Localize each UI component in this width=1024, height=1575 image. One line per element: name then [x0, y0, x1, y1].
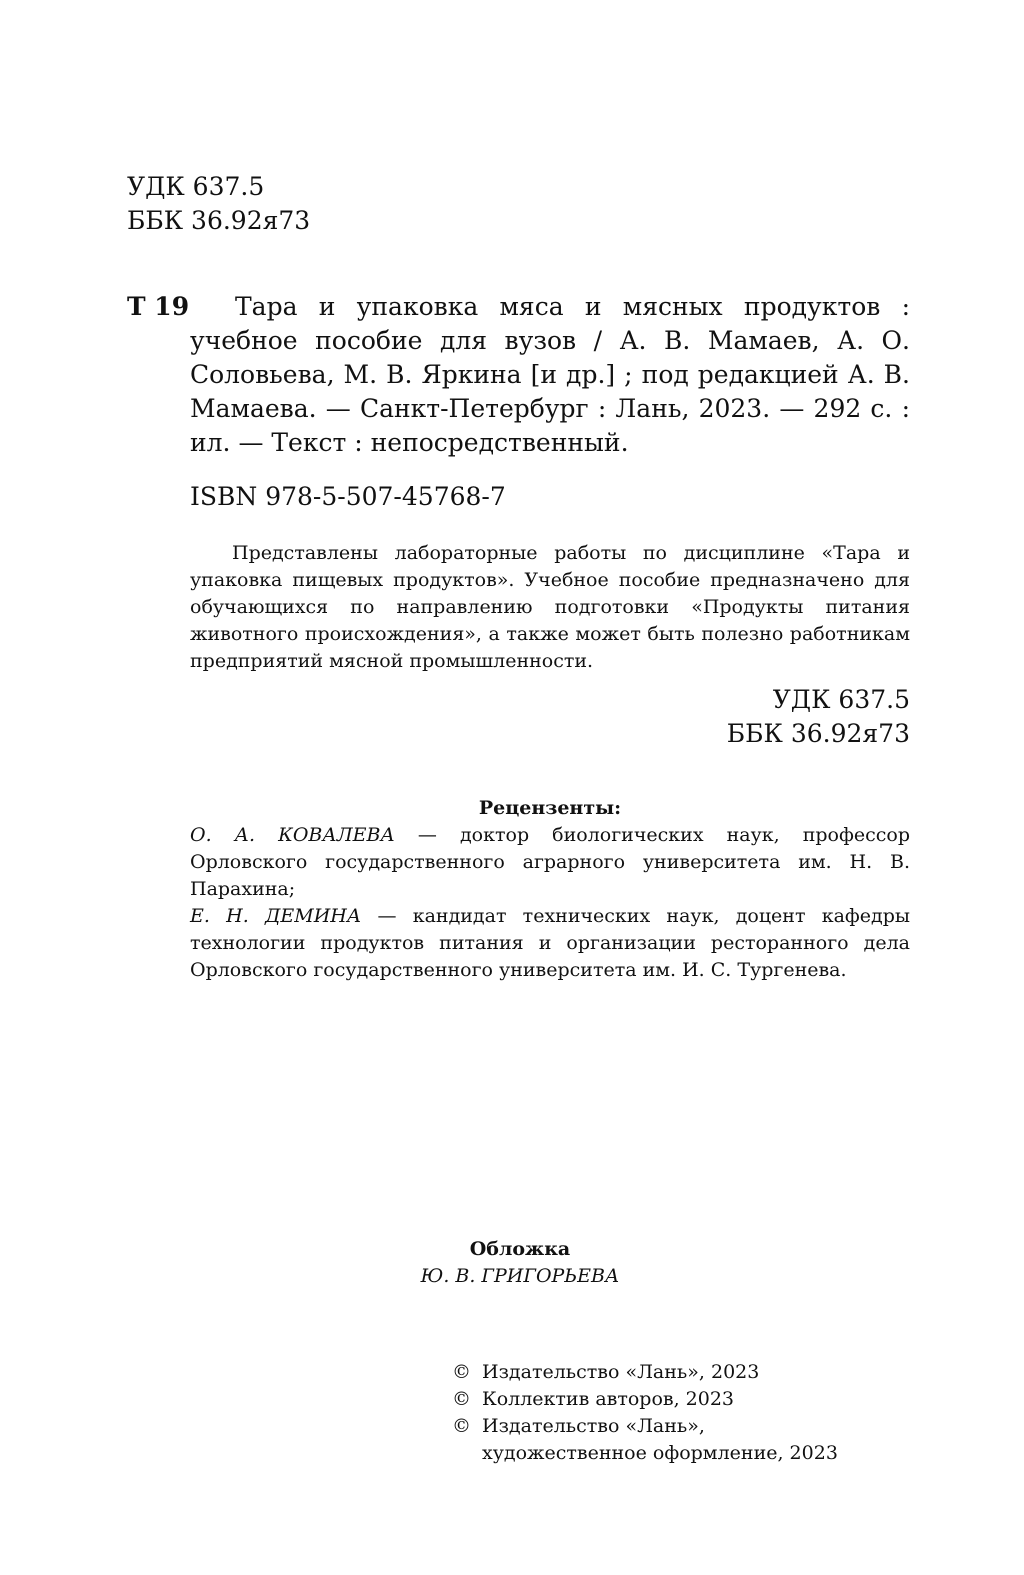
copyright-icon: ©: [452, 1361, 471, 1383]
copyright-block: [452, 1359, 838, 1467]
copyright-icon: ©: [452, 1415, 471, 1437]
copyright-line: [452, 1413, 838, 1440]
cover-heading: Обложка: [469, 1238, 571, 1260]
reviewers-list: [190, 822, 910, 984]
bibliographic-record-text: Тара и упаковка мяса и мясных продуктов : учебное пособие для вузов / А. В. Мамаев, А. О. Соловьева, М. В. Яркина [и др.] ; под редакцией А. В. Мамаева. — Санкт-Петербург : Лань, 2023. — 292 с. : ил. — Текст : непосредственный.: [190, 292, 910, 457]
reviewer-description: — доктор биологических наук, профессор Орловского государственного аграрного университета им. Н. В. Парахина;: [190, 824, 910, 900]
classification-codes-top: [127, 170, 310, 238]
copyright-text: Издательство «Лань»,: [482, 1415, 705, 1437]
reviewer-name: О. А. КОВАЛЕВА: [190, 824, 395, 846]
reviewer-entry: [190, 903, 910, 984]
reviewer-name: Е. Н. ДЕМИНА: [190, 905, 362, 927]
copyright-continuation: художественное оформление, 2023: [482, 1442, 838, 1464]
copyright-line: [452, 1386, 838, 1413]
isbn: ISBN 978-5-507-45768-7: [190, 482, 506, 511]
copyright-text: Коллектив авторов, 2023: [482, 1388, 735, 1410]
reviewer-entry: [190, 822, 910, 903]
copyright-line: [452, 1359, 838, 1386]
annotation: [190, 540, 910, 675]
copyright-text: Издательство «Лань», 2023: [482, 1361, 760, 1383]
bbk-code: ББК 36.92я73: [127, 206, 311, 235]
bibliographic-record: [190, 290, 910, 460]
bbk-code-right: ББК 36.92я73: [726, 719, 910, 748]
udk-code-right: УДК 637.5: [772, 685, 910, 714]
reviewers-heading: Рецензенты:: [478, 797, 622, 819]
classification-codes-right: [727, 683, 910, 751]
copyright-icon: ©: [452, 1388, 471, 1410]
reviewer-description: — кандидат технических наук, доцент кафедры технологии продуктов питания и организации ресторанного дела Орловского государственного университета им. И. С. Тургенева.: [190, 905, 910, 981]
annotation-text: Представлены лабораторные работы по дисциплине «Тара и упаковка пищевых продуктов». Учебное пособие предназначено для обучающихся по направлению подготовки «Продукты питания животного происхождения», а также может быть полезно работникам предприятий мясной промышленности.: [190, 542, 910, 672]
udk-code: УДК 637.5: [127, 172, 265, 201]
author-mark: Т 19: [127, 292, 190, 321]
cover-designer: Ю. В. ГРИГОРЬЕВА: [420, 1265, 620, 1287]
